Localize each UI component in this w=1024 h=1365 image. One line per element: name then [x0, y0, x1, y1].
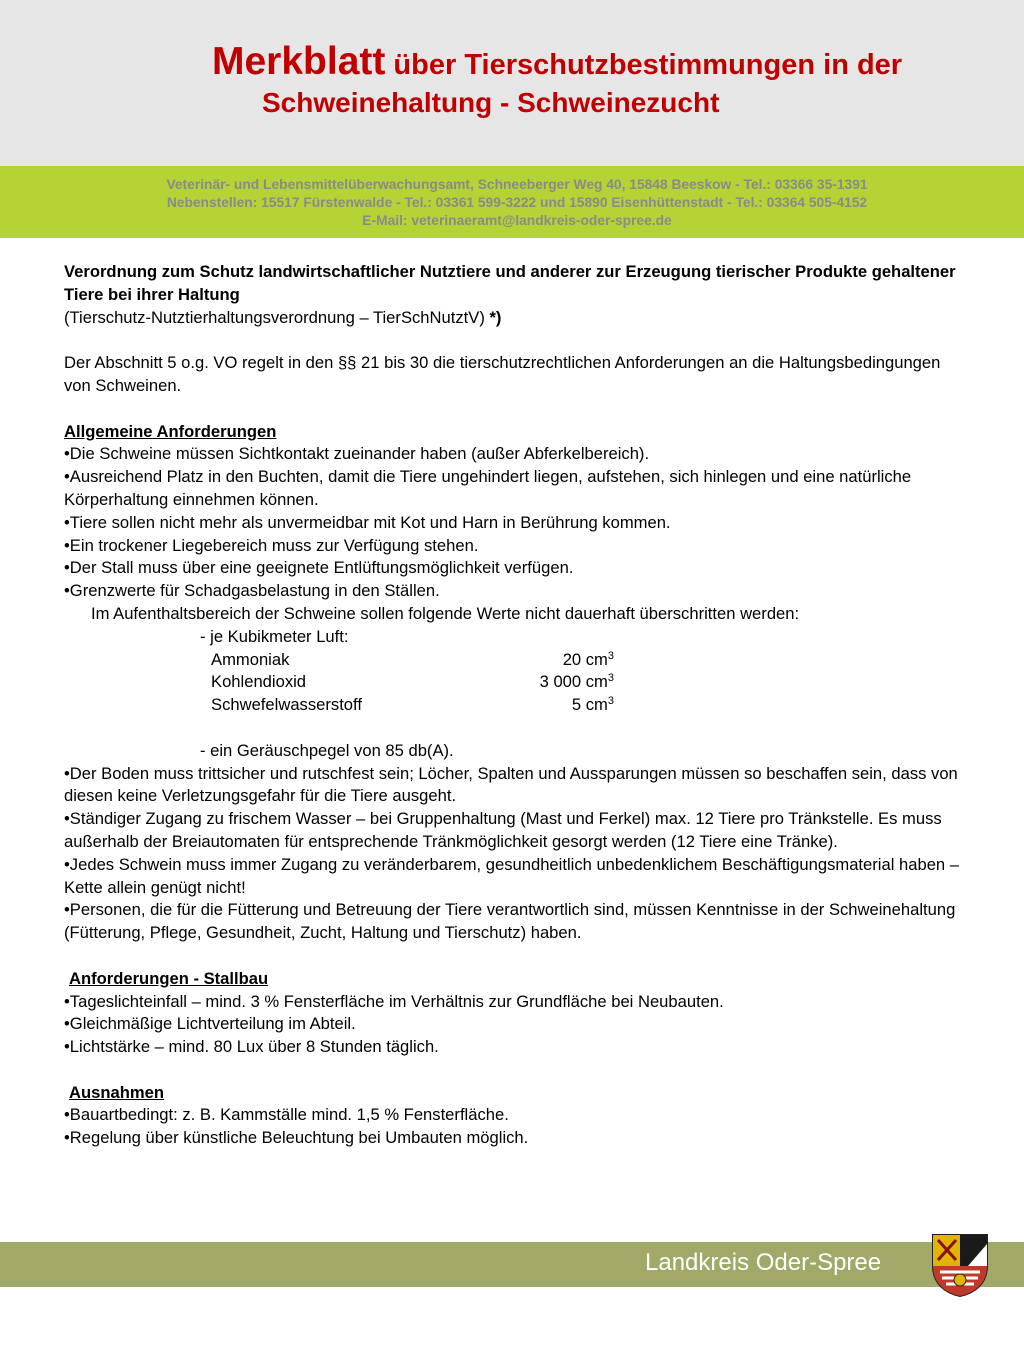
list-item: •Ausreichend Platz in den Buchten, damit die Tiere ungehindert liegen, aufstehen, sich hinlegen und eine natürliche Körperhaltung einnehmen können.: [64, 467, 912, 509]
regulation-title: Verordnung zum Schutz landwirtschaftlicher Nutztiere und anderer zur Erzeugung tierischer Produkte gehaltener Tiere bei ihrer Haltung: [64, 262, 956, 304]
section-heading-stallbau: Anforderungen - Stallbau: [69, 968, 269, 988]
list-item: •Grenzwerte für Schadgasbelastung in den Ställen.: [64, 581, 440, 601]
gas-value: 3 000 $cm^3$: [539, 672, 614, 692]
list-item: •Personen, die für die Fütterung und Betreuung der Tiere verantwortlich sind, müssen Kenntnisse in der Schweinehaltung (Fütterung, Pflege, Gesundheit, Zucht, Haltung und Tierschutz) haben.: [64, 900, 956, 943]
gas-row-co2: [64, 671, 964, 694]
contact-email[interactable]: E-Mail: veterinaeramt@landkreis-oder-spree.de: [362, 213, 672, 228]
contact-line-2: Nebenstellen: 15517 Fürstenwalde - Tel.: 03361 599-3222 und 15890 Eisenhüttenstadt - Tel.: 03364 505-4152: [166, 195, 868, 210]
gas-value: 5 $cm^3$: [571, 695, 614, 715]
list-item: •Tiere sollen nicht mehr als unvermeidbar mit Kot und Harn in Berührung kommen.: [64, 512, 671, 532]
list-item: •Tageslichteinfall – mind. 3 % Fensterfläche im Verhältnis zur Grundfläche bei Neubauten.: [64, 991, 724, 1011]
noise-limit: - ein Geräuschpegel von 85 db(A).: [200, 740, 454, 760]
title-main-word: Merkblatt: [212, 40, 386, 83]
page-subtitle: Schweinehaltung - Schweinezucht: [262, 87, 720, 118]
list-item: •Ständiger Zugang zu frischem Wasser – bei Gruppenhaltung (Mast und Ferkel) max. 12 Tiere pro Tränkstelle. Es muss außerhalb der Breiautomaten für entsprechende Tränkmöglichkeit gesorgt werden (12 Tiere eine Tränke).: [64, 809, 942, 851]
regulation-abbrev-text: (Tierschutz-Nutztierhaltungsverordnung – TierSchNutztV): [64, 307, 485, 327]
list-item: •Die Schweine müssen Sichtkontakt zueinander haben (außer Abferkelbereich).: [64, 444, 650, 464]
gas-name: Schwefelwasserstoff: [211, 695, 362, 715]
list-item: •Der Stall muss über eine geeignete Entlüftungsmöglichkeit verfügen.: [64, 558, 574, 578]
intro-paragraph: Der Abschnitt 5 o.g. VO regelt in den §§ 21 bis 30 die tierschutzrechtlichen Anforderungen an die Haltungsbedingungen von Schweinen.: [64, 353, 941, 395]
list-item: •Regelung über künstliche Beleuchtung bei Umbauten möglich.: [64, 1128, 529, 1148]
gas-value: 20 $cm^3$: [562, 649, 614, 669]
gas-row-ammonia: [64, 649, 964, 672]
regulation-footnote-mark: *): [484, 307, 502, 327]
gas-row-h2s: [64, 694, 964, 717]
main-content: [64, 261, 964, 1150]
section-heading-general: Allgemeine Anforderungen: [64, 421, 277, 441]
gas-name: Ammoniak: [211, 649, 290, 669]
list-item: •Jedes Schwein muss immer Zugang zu veränderbarem, gesundheitlich unbedenklichem Beschäftigungsmaterial haben – Kette allein genügt nicht!: [64, 854, 959, 897]
list-item: •Bauartbedingt: z. B. Kammställe mind. 1,5 % Fensterfläche.: [64, 1105, 509, 1125]
limits-intro: Im Aufenthaltsbereich der Schweine sollen folgende Werte nicht dauerhaft überschritten werden:: [91, 603, 800, 623]
contact-line-1: Veterinär- und Lebensmittelüberwachungsamt, Schneeberger Weg 40, 15848 Beeskow - Tel.: 03366 35-1391: [166, 177, 868, 192]
contact-info: [0, 176, 1024, 230]
section-heading-exceptions: Ausnahmen: [69, 1082, 164, 1102]
per-cubic-meter: - je Kubikmeter Luft:: [200, 626, 349, 646]
list-item: •Lichtstärke – mind. 80 Lux über 8 Stunden täglich.: [64, 1037, 439, 1057]
list-item: •Gleichmäßige Lichtverteilung im Abteil.: [64, 1014, 356, 1034]
gas-name: Kohlendioxid: [211, 672, 307, 692]
regulation-abbrev: [64, 307, 964, 330]
page-title: [212, 40, 902, 84]
coat-of-arms-icon: [930, 1232, 990, 1298]
list-item: •Ein trockener Liegebereich muss zur Verfügung stehen.: [64, 535, 479, 555]
footer-org-name: Landkreis Oder-Spree: [645, 1249, 882, 1276]
list-item: •Der Boden muss trittsicher und rutschfest sein; Löcher, Spalten und Aussparungen müssen so beschaffen sein, dass von diesen keine Verletzungsgefahr für die Tiere ausgeht.: [64, 763, 958, 806]
title-rest: über Tierschutzbestimmungen in der: [385, 49, 903, 81]
